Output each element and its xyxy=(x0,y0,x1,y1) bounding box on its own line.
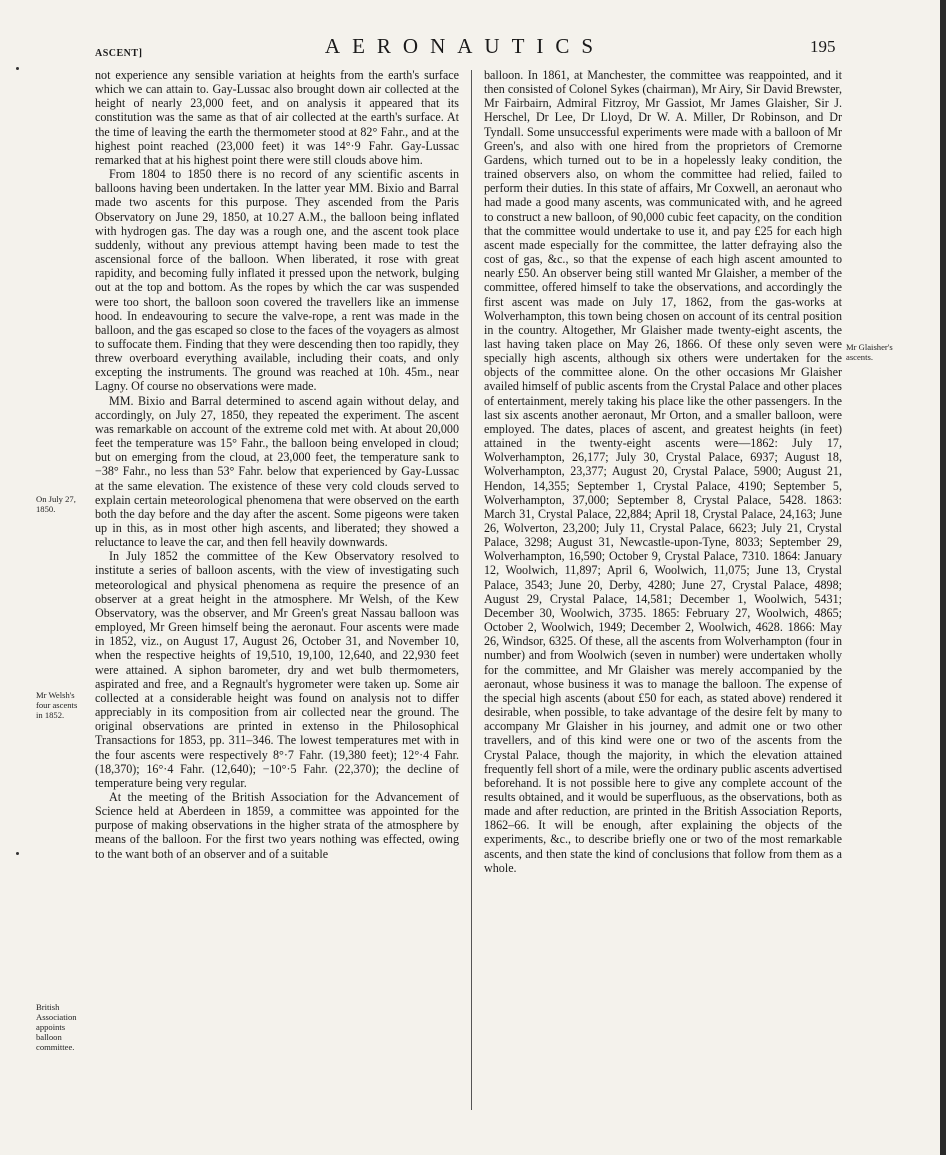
paragraph: balloon. In 1861, at Manchester, the committee was reappointed, and it then consisted of Colonel Sykes (chairman), Mr Airy, Sir David Brewster, Mr Fairbairn, Admiral Fitzroy, Mr Gassiot, Mr James Glaisher, Sir J. Herschel, Dr Lee, Dr Lloyd, Dr W. A. Miller, Dr Robinson, and Dr Tyndall. Some unsuccessful experiments were made with a balloon of Mr Green's, and also with one hired from the proprietors of Cremorne Gardens, which turned out to be in a hopelessly leaky condition, the trained observers also, on whom the committee had relied, failed to perform their duties. In this state of affairs, Mr Coxwell, an aeronaut who had made a good many ascents, was communicated with, and he agreed to construct a new balloon, of 90,000 cubic feet capacity, on the condition that the committee would undertake to use it, and pay £25 for each high ascent made especially for the committee, the latter defraying also the cost of gas, &c., so that the expense of each high ascent amounted to nearly £50. An observer being still wanted Mr Glaisher, a member of the committee, offered himself to take the observations, and accordingly the first ascent was made on July 17, 1862, from the gas-works at Wolverhampton, this town being chosen on account of its central position in the country. Altogether, Mr Glaisher made twenty-eight ascents, the last having taken place on May 26, 1866. Of these only seven were specially high ascents, although six others were undertaken for the objects of the committee alone. On the other occasions Mr Glaisher availed himself of public ascents from the Crystal Palace and other places of entertainment, merely taking his place like the other passengers. In the last six ascents another aeronaut, Mr Orton, and a smaller balloon, were employed. The dates, places of ascent, and greatest heights (in feet) attained in the twenty-eight ascents were—1862: July 17, Wolverhampton, 26,177; July 30, Crystal Palace, 6937; August 18, Wolverhampton, 23,377; August 20, Crystal Palace, 5900; August 21, Hendon, 14,355; September 1, Crystal Palace, 4190; September 5, Wolverhampton, 37,000; September 8, Crystal Palace, 5428. 1863: March 31, Crystal Palace, 22,884; April 18, Crystal Palace, 24,163; June 26, Wolverton, 23,200; July 11, Crystal Palace, 6623; July 21, Crystal Palace, 3298; August 31, Newcastle-upon-Tyne, 8033; September 29, Wolverhampton, 16,590; October 9, Crystal Palace, 7310. 1864: January 12, Woolwich, 11,897; April 6, Woolwich, 11,075; June 13, Crystal Palace, 3543; June 20, Derby, 4280; June 27, Crystal Palace, 4898; August 29, Crystal Palace, 14,581; December 1, Woolwich, 5431; December 30, Woolwich, 3735. 1865: February 27, Woolwich, 4865; October 2, Woolwich, 1949; December 2, Woolwich, 4628. 1866: May 26, Windsor, 6325. Of these, all the ascents from Wolverhampton (four in number) and from Woolwich (seven in number) were undertaken wholly for the committee, and Mr Glaisher was merely accompanied by the aeronaut, whose business it was to manage the balloon. The expense of the special high ascents (about £50 for each, as stated above) rendered it desirable, when possible, to take advantage of the desire felt by many to accompany Mr Glaisher in his journey, and admit one or two other travellers, and of this kind were one or two of the ascents from the Crystal Palace, though the majority, in which the elevation attained frequently fell short of a mile, were the ordinary public ascents advertised beforehand. It is not possible here to give any complete account of the results obtained, and it would be superfluous, as the observations, both as made and after reduction, are printed in the British Association Reports, 1862–66. It will be enough, after explaining the objects of the experiments, &c., to describe briefly one or two of the most remarkable ascents, and then state the kind of conclusions that follow from them as a whole. xyxy=(484,68,842,875)
left-text-column xyxy=(95,68,459,861)
paragraph: In July 1852 the committee of the Kew Observatory resolved to institute a series of balloon ascents, with the view of investigating such meteorological and physical phenomena as require the presence of an observer at a great height in the atmosphere. Mr Welsh, of the Kew Observatory, was the observer, and Mr Green's great Nassau balloon was employed, Mr Green himself being the aeronaut. Four ascents were made in 1852, viz., on August 17, August 26, October 31, and November 10, when the respective heights of 19,510, 19,100, 12,640, and 22,930 feet were attained. A siphon barometer, dry and wet bulb thermometers, aspirated and free, and a Regnault's hygrometer were taken up. Some air collected at a considerable height was found on analysis not to differ appreciably in its composition from air collected near the ground. The original observations are printed in extenso in the Philosophical Transactions for 1853, pp. 311–346. The lowest temperatures met with in the four ascents were respectively 8°·7 Fahr. (19,380 feet); 12°·4 Fahr. (18,370); 16°·4 Fahr. (12,640); −10°·5 Fahr. (22,370); the decline of temperature being very regular. xyxy=(95,549,459,790)
running-head-left: ASCENT] xyxy=(95,48,143,59)
page-speck xyxy=(16,852,19,855)
page-speck xyxy=(16,67,19,70)
page-edge-shadow xyxy=(940,0,946,1155)
right-text-column xyxy=(484,68,842,875)
margin-note-glaisher-ascents: Mr Glaisher's ascents. xyxy=(846,342,893,362)
running-head-title: AERONAUTICS xyxy=(324,34,606,58)
paragraph: not experience any sensible variation at heights from the earth's surface which we can attain to. Gay-Lussac also brought down air collected at the height of nearly 23,000 feet, and on analysis it appeared that its constitution was the same as that of air collected at the earth's surface. At the time of leaving the earth the thermometer stood at 82° Fahr., and at the highest point reached (23,000 feet) it was 14°·9 Fahr. Gay-Lussac remarked that at his highest point there were still clouds above him. xyxy=(95,68,459,167)
paragraph: MM. Bixio and Barral determined to ascend again without delay, and accordingly, on July 27, 1850, they repeated the experiment. The ascent was remarkable on account of the extreme cold met with. At about 20,000 feet the temperature was 15° Fahr., the balloon being enveloped in cloud; but on emerging from the cloud, at 23,000 feet, the temperature sank to −38° Fahr., no less than 53° Fahr. below that experienced by Gay-Lussac at the same elevation. The existence of these very cold clouds served to explain certain meteorological phenomena that were observed on the earth both the day before and the day after the ascent. Some pigeons were taken up in this, as in most other high ascents, and liberated; they showed a reluctance to leave the car, and then fell heavily downwards. xyxy=(95,393,459,550)
margin-note-welsh-ascents: Mr Welsh's four ascents in 1852. xyxy=(36,690,78,720)
margin-note-july-1850: On July 27, 1850. xyxy=(36,494,76,514)
margin-note-british-association: British Association appoints balloon committee. xyxy=(36,1002,77,1052)
page-number: 195 xyxy=(810,37,836,56)
column-divider xyxy=(471,70,472,1110)
paragraph: At the meeting of the British Association for the Advancement of Science held at Aberdeen in 1859, a committee was appointed for the purpose of making observations in the higher strata of the atmosphere by means of the balloon. For the first two years nothing was effected, owing to the want both of an observer and of a suitable xyxy=(95,789,459,861)
paragraph: From 1804 to 1850 there is no record of any scientific ascents in balloons having been undertaken. In the latter year MM. Bixio and Barral made two ascents for this purpose. They ascended from the Paris Observatory on June 29, 1850, at 10.27 A.M., the balloon being inflated with hydrogen gas. The day was a rough one, and the ascent took place suddenly, without any previous attempt having been made to test the ascensional force of the balloon. When liberated, it rose with great rapidity, and becoming fully inflated it pressed upon the network, bulging out at the top and bottom. As the ropes by which the car was suspended were too short, the balloon soon covered the travellers like an immense hood. In endeavouring to secure the valve-rope, a rent was made in the balloon, and the gas escaped so close to the faces of the voyagers as almost to suffocate them. Finding that they were descending then too rapidly, they threw overboard everything available, including their coats, and only excepting the instruments. The ground was reached at 10h. 45m., near Lagny. Of course no observations were made. xyxy=(95,167,459,394)
